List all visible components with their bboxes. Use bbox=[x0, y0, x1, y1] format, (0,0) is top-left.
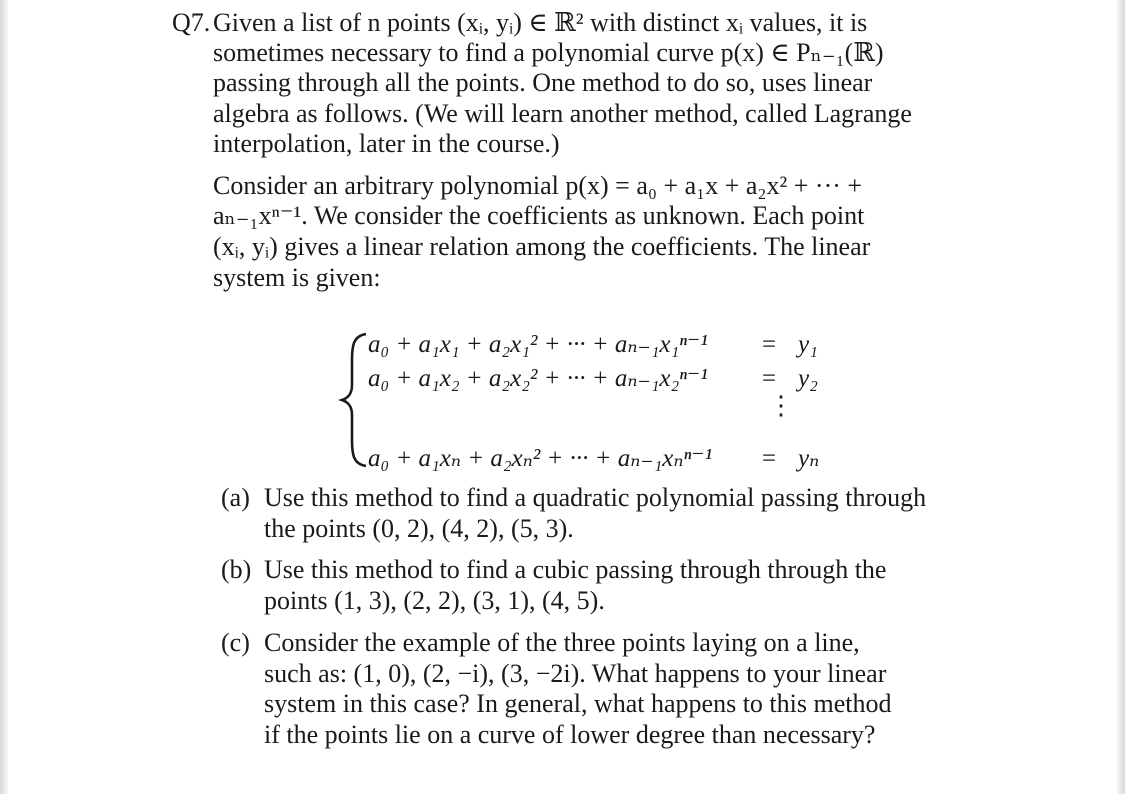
system-row-n-lhs: a₀ + a₁xₙ + a₂xₙ² + ··· + aₙ₋₁xₙⁿ⁻¹ bbox=[368, 445, 713, 472]
question-label: Q7. bbox=[172, 8, 211, 37]
question-line: Given a list of n points (xᵢ, yᵢ) ∈ ℝ² with distinct xᵢ values, it is bbox=[213, 8, 868, 37]
equals-sign: = bbox=[762, 445, 777, 472]
system-row-1-rhs: y₁ bbox=[798, 331, 818, 358]
part-b-label: (b) bbox=[221, 555, 252, 584]
consider-line: (xᵢ, yᵢ) gives a linear relation among the coefficients. The linear bbox=[213, 232, 871, 261]
part-b-line: points (1, 3), (2, 2), (3, 1), (4, 5). bbox=[264, 586, 605, 615]
system-row-1-lhs: a₀ + a₁x₁ + a₂x₁² + ··· + aₙ₋₁x₁ⁿ⁻¹ bbox=[368, 331, 708, 358]
question-line: interpolation, later in the course.) bbox=[213, 129, 560, 158]
question-line: algebra as follows. (We will learn another method, called Lagrange bbox=[213, 99, 912, 128]
part-a-label: (a) bbox=[221, 483, 250, 512]
part-a-line: Use this method to find a quadratic polynomial passing through bbox=[264, 483, 927, 512]
vertical-dots: ⋮ bbox=[768, 391, 794, 420]
part-c-label: (c) bbox=[221, 628, 250, 657]
part-a-line: the points (0, 2), (4, 2), (5, 3). bbox=[264, 514, 574, 543]
system-row-2-rhs: y₂ bbox=[798, 365, 818, 392]
question-line: sometimes necessary to find a polynomial curve p(x) ∈ Pₙ₋₁(ℝ) bbox=[213, 38, 884, 67]
consider-line: Consider an arbitrary polynomial p(x) = a₀ + a₁x + a₂x² + ··· + bbox=[213, 171, 863, 200]
part-c-line: Consider the example of the three points laying on a line, bbox=[264, 628, 860, 657]
part-b-line: Use this method to find a cubic passing through through the bbox=[264, 555, 887, 584]
part-c-line: such as: (1, 0), (2, −i), (3, −2i). What happens to your linear bbox=[264, 659, 887, 688]
consider-line: system is given: bbox=[213, 263, 381, 292]
system-row-2-lhs: a₀ + a₁x₂ + a₂x₂² + ··· + aₙ₋₁x₂ⁿ⁻¹ bbox=[368, 365, 708, 392]
equals-sign: = bbox=[762, 331, 777, 358]
consider-line: aₙ₋₁xⁿ⁻¹. We consider the coefficients as unknown. Each point bbox=[213, 201, 865, 230]
page-edge-left bbox=[0, 0, 8, 794]
page-edge-right bbox=[1117, 0, 1125, 794]
part-c-line: system in this case? In general, what happens to this method bbox=[264, 689, 892, 718]
part-c-line: if the points lie on a curve of lower degree than necessary? bbox=[264, 720, 876, 749]
question-line: passing through all the points. One method to do so, uses linear bbox=[213, 68, 873, 97]
system-row-n-rhs: yₙ bbox=[798, 445, 820, 472]
equals-sign: = bbox=[762, 365, 777, 392]
